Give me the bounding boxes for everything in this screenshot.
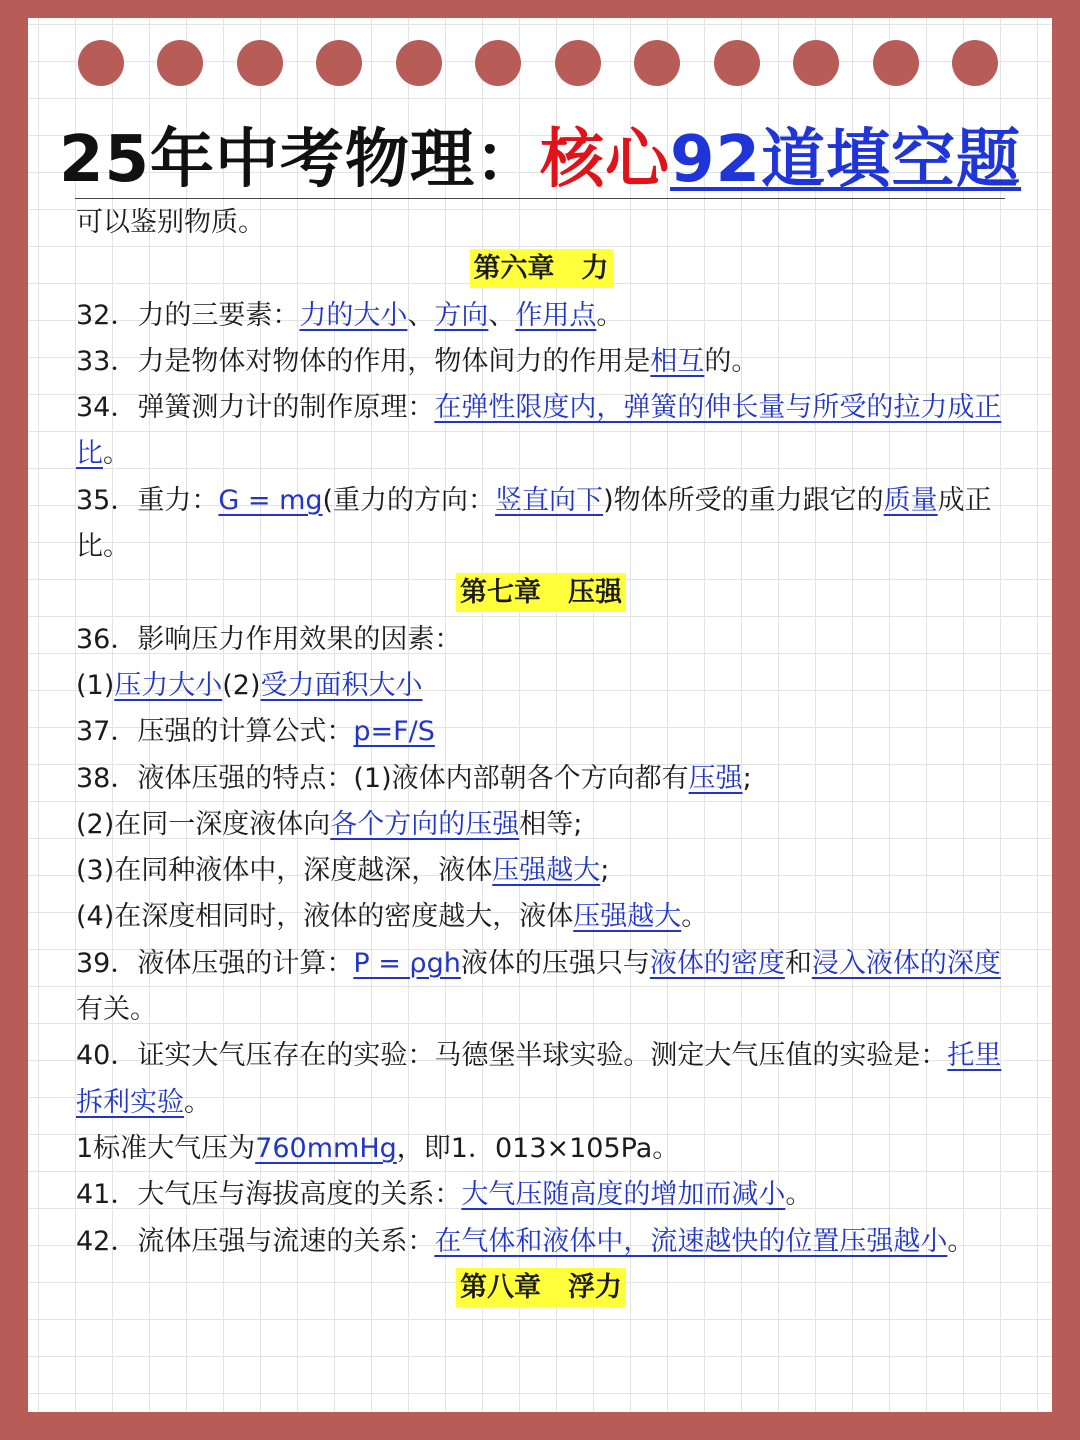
- answer: 在气体和液体中，流速越快的位置压强越小: [434, 1225, 948, 1257]
- binder-hole: [714, 40, 760, 86]
- question-text: 41．大气压与海拔高度的关系：: [76, 1179, 462, 1211]
- question-text: 42．流体压强与流速的关系：: [76, 1225, 435, 1257]
- question-end: 成正比。: [76, 484, 992, 563]
- binder-holes: [0, 40, 1080, 86]
- chapter-heading-text: 第八章 浮力: [456, 1268, 626, 1307]
- binder-hole: [952, 40, 998, 86]
- question-37: [76, 709, 1006, 755]
- separator: 、: [407, 299, 435, 331]
- chapter-heading-8: [76, 1265, 1006, 1311]
- binder-hole: [396, 40, 442, 86]
- question-end: 。: [184, 1086, 211, 1118]
- binder-hole: [157, 40, 203, 86]
- page-title: [0, 108, 1080, 200]
- answer: 相互: [650, 345, 705, 377]
- question-text: 34．弹簧测力计的制作原理：: [76, 392, 435, 424]
- binder-hole: [793, 40, 839, 86]
- question-text: 33．力是物体对物体的作用，物体间力的作用是: [76, 345, 651, 377]
- question-36-answers: [76, 663, 1006, 709]
- question-35: [76, 478, 1006, 571]
- question-text: (4)在深度相同时，液体的密度越大，液体: [76, 901, 574, 933]
- question-38-4: [76, 894, 1006, 940]
- question-33: [76, 339, 1006, 385]
- binder-hole: [237, 40, 283, 86]
- question-end: 的。: [704, 345, 759, 377]
- text-line: 可以鉴别物质。: [76, 207, 265, 238]
- answer: 在弹性限度内，弹簧的伸长量与所受的拉力成正比: [76, 392, 1002, 470]
- binder-hole: [316, 40, 362, 86]
- answer: 质量: [883, 484, 938, 516]
- answer: 浸入液体的深度: [811, 947, 1001, 979]
- question-end: 。: [947, 1225, 975, 1257]
- chapter-heading-text: 第六章 力: [470, 249, 613, 288]
- question-40-2: [76, 1126, 1006, 1172]
- question-text: 和: [784, 947, 812, 979]
- answer: 压强越大: [492, 855, 601, 887]
- question-text: (3)在同种液体中，深度越深，液体: [76, 855, 493, 887]
- answer: G = mg: [218, 484, 323, 516]
- chapter-heading-6: [76, 246, 1006, 292]
- answer: 受力面积大小: [260, 669, 423, 701]
- question-end: 。: [596, 299, 624, 331]
- question-42: [76, 1219, 1006, 1265]
- binder-hole: [555, 40, 601, 86]
- title-part-2: 核心: [540, 123, 670, 197]
- answer: 竖直向下: [495, 484, 604, 516]
- answer: p=F/S: [353, 716, 435, 748]
- question-text: 35．重力：: [76, 484, 219, 516]
- item-number: (1): [76, 669, 115, 701]
- question-39: [76, 941, 1006, 1034]
- chapter-heading-7: [76, 570, 1006, 616]
- answer: 方向: [434, 299, 489, 331]
- answer: 液体的密度: [649, 947, 785, 979]
- question-end: ;: [600, 855, 610, 887]
- question-40: [76, 1033, 1006, 1126]
- title-divider: [75, 198, 1005, 199]
- question-end: 。: [785, 1179, 813, 1211]
- answer: 作用点: [515, 299, 597, 331]
- question-34: [76, 385, 1006, 478]
- question-end: 。: [681, 901, 709, 933]
- question-text: )物体所受的重力跟它的: [603, 484, 884, 516]
- question-text: 37．压强的计算公式：: [76, 716, 354, 748]
- answer: 压强: [688, 762, 743, 794]
- binder-hole: [634, 40, 680, 86]
- answer: P = ρgh: [353, 947, 461, 979]
- answer: 大气压随高度的增加而减小: [461, 1179, 786, 1211]
- question-text: 液体的压强只与: [460, 947, 650, 979]
- binder-hole: [78, 40, 124, 86]
- question-text: 39．液体压强的计算：: [76, 947, 354, 979]
- question-text: (2)在同一深度液体向: [76, 808, 331, 840]
- title-part-1: 25年中考物理：: [58, 123, 540, 197]
- answer: 各个方向的压强: [330, 808, 520, 840]
- question-text: 38．液体压强的特点：(1)液体内部朝各个方向都有: [76, 762, 689, 794]
- separator: 、: [488, 299, 516, 331]
- question-end: 有关。: [76, 994, 157, 1026]
- binder-hole: [873, 40, 919, 86]
- question-text: 40．证实大气压存在的实验：马德堡半球实验。测定大气压值的实验是：: [76, 1040, 948, 1072]
- answer: 压强越大: [573, 901, 682, 933]
- question-38: [76, 756, 1006, 802]
- question-end: 。: [103, 438, 130, 470]
- answer: 压力大小: [114, 669, 223, 701]
- title-part-3: 92道填空题: [670, 123, 1022, 197]
- question-end: 相等;: [519, 808, 583, 840]
- question-41: [76, 1172, 1006, 1218]
- question-32: [76, 293, 1006, 339]
- answer: 托里拆利实验: [76, 1040, 1002, 1118]
- question-end: ，即1．013×105Pa。: [396, 1132, 680, 1164]
- document-body: [76, 200, 1006, 1311]
- answer: 力的大小: [299, 299, 408, 331]
- question-36: 36．影响压力作用效果的因素：: [76, 623, 462, 655]
- question-text: (重力的方向：: [322, 484, 496, 516]
- question-end: ;: [742, 762, 752, 794]
- answer: 760mmHg: [255, 1132, 397, 1164]
- question-text: 1标准大气压为: [76, 1132, 256, 1164]
- chapter-heading-text: 第七章 压强: [456, 573, 626, 612]
- question-text: 32．力的三要素：: [76, 299, 300, 331]
- binder-hole: [475, 40, 521, 86]
- question-38-3: [76, 848, 1006, 894]
- question-38-2: [76, 802, 1006, 848]
- item-number: (2): [222, 669, 261, 701]
